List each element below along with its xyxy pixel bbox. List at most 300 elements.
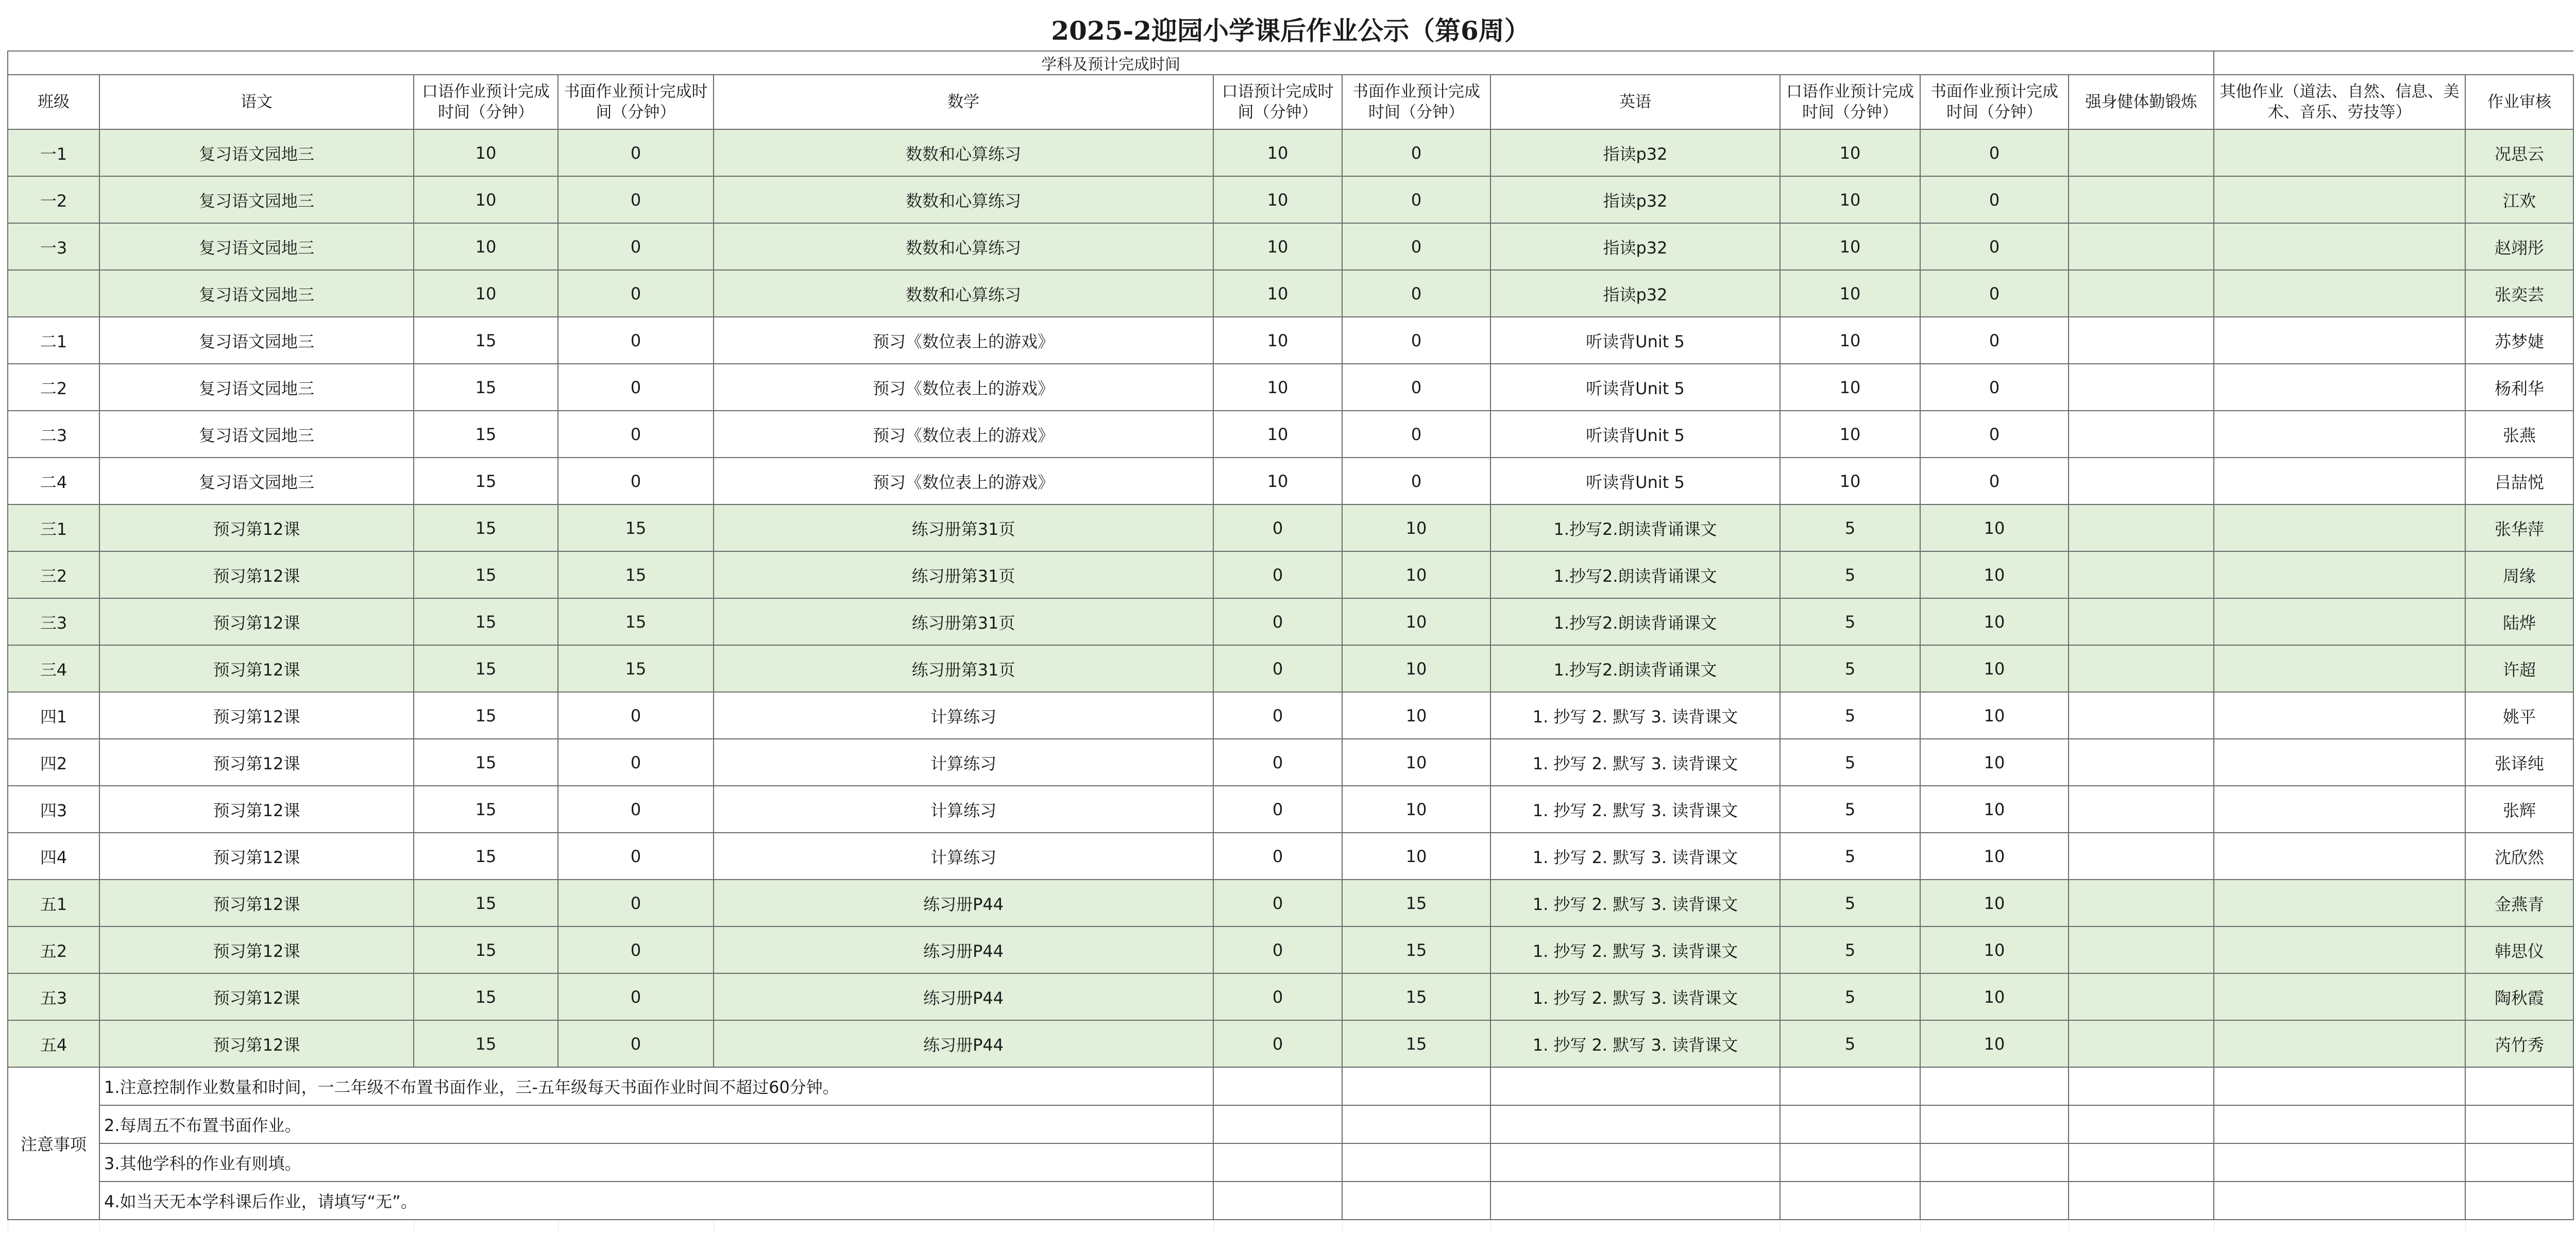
english-oral-time-cell[interactable]: 10 [1780,223,1920,270]
other-homework-cell[interactable] [2214,926,2465,973]
english-written-time-cell[interactable]: 10 [1920,786,2069,833]
english-homework-cell[interactable]: 听读背Unit 5 [1490,364,1780,411]
english-oral-time-cell[interactable]: 5 [1780,692,1920,739]
english-homework-cell[interactable]: 指读p32 [1490,129,1780,176]
class-cell[interactable]: 五2 [8,926,99,973]
chinese-oral-time-cell[interactable]: 15 [414,458,558,504]
other-homework-cell[interactable] [2214,411,2465,458]
math-homework-cell[interactable]: 预习《数位表上的游戏》 [714,317,1213,364]
math-written-time-cell[interactable]: 15 [1342,973,1490,1020]
math-oral-time-cell[interactable]: 0 [1213,645,1342,692]
class-cell[interactable] [8,270,99,317]
other-homework-cell[interactable] [2214,833,2465,880]
chinese-homework-cell[interactable]: 复习语文园地三 [99,176,414,223]
english-written-time-cell[interactable]: 10 [1920,645,2069,692]
math-written-time-cell[interactable]: 10 [1342,692,1490,739]
chinese-written-time-cell[interactable]: 0 [558,880,714,926]
other-homework-cell[interactable] [2214,176,2465,223]
chinese-oral-time-cell[interactable]: 10 [414,176,558,223]
empty-cell[interactable] [2214,1143,2465,1182]
math-homework-cell[interactable]: 数数和心算练习 [714,270,1213,317]
math-homework-cell[interactable]: 练习册P44 [714,1020,1213,1067]
exercise-cell[interactable] [2069,176,2214,223]
empty-cell[interactable] [1342,1105,1490,1143]
exercise-cell[interactable] [2069,926,2214,973]
empty-cell[interactable] [1490,1182,1780,1220]
other-homework-cell[interactable] [2214,739,2465,786]
reviewer-cell[interactable]: 韩思仪 [2465,926,2573,973]
english-oral-time-cell[interactable]: 5 [1780,973,1920,1020]
reviewer-cell[interactable]: 张华萍 [2465,504,2573,551]
math-homework-cell[interactable]: 练习册第31页 [714,551,1213,598]
empty-cell[interactable] [2465,1067,2573,1105]
english-homework-cell[interactable]: 1.抄写2.朗读背诵课文 [1490,645,1780,692]
math-homework-cell[interactable]: 练习册P44 [714,880,1213,926]
english-written-time-cell[interactable]: 10 [1920,833,2069,880]
english-written-time-cell[interactable]: 0 [1920,364,2069,411]
empty-cell[interactable] [1342,1220,1490,1233]
math-oral-time-cell[interactable]: 10 [1213,364,1342,411]
chinese-written-time-cell[interactable]: 0 [558,1020,714,1067]
empty-cell[interactable] [1920,1067,2069,1105]
math-written-time-cell[interactable]: 0 [1342,129,1490,176]
empty-cell[interactable] [1213,1143,1342,1182]
empty-cell[interactable] [414,1220,558,1233]
exercise-cell[interactable] [2069,364,2214,411]
empty-cell[interactable] [1780,1105,1920,1143]
chinese-homework-cell[interactable]: 预习第12课 [99,926,414,973]
chinese-written-time-cell[interactable]: 0 [558,223,714,270]
math-homework-cell[interactable]: 练习册P44 [714,926,1213,973]
chinese-homework-cell[interactable]: 预习第12课 [99,551,414,598]
math-written-time-cell[interactable]: 10 [1342,739,1490,786]
english-written-time-cell[interactable]: 0 [1920,176,2069,223]
chinese-homework-cell[interactable]: 预习第12课 [99,504,414,551]
english-oral-time-cell[interactable]: 10 [1780,411,1920,458]
math-written-time-cell[interactable]: 10 [1342,551,1490,598]
chinese-written-time-cell[interactable]: 0 [558,411,714,458]
other-homework-cell[interactable] [2214,692,2465,739]
empty-cell[interactable] [1920,1220,2069,1233]
chinese-oral-time-cell[interactable]: 15 [414,317,558,364]
other-homework-cell[interactable] [2214,880,2465,926]
chinese-written-time-cell[interactable]: 0 [558,270,714,317]
chinese-written-time-cell[interactable]: 0 [558,317,714,364]
chinese-oral-time-cell[interactable]: 10 [414,270,558,317]
chinese-homework-cell[interactable]: 预习第12课 [99,739,414,786]
reviewer-cell[interactable]: 张奕芸 [2465,270,2573,317]
english-written-time-cell[interactable]: 10 [1920,880,2069,926]
other-homework-cell[interactable] [2214,645,2465,692]
class-cell[interactable]: 二3 [8,411,99,458]
reviewer-cell[interactable]: 周缘 [2465,551,2573,598]
empty-cell[interactable] [2069,1105,2214,1143]
other-homework-cell[interactable] [2214,1020,2465,1067]
math-written-time-cell[interactable]: 10 [1342,504,1490,551]
other-homework-cell[interactable] [2214,786,2465,833]
exercise-cell[interactable] [2069,739,2214,786]
empty-cell[interactable] [1780,1143,1920,1182]
math-oral-time-cell[interactable]: 10 [1213,458,1342,504]
english-oral-time-cell[interactable]: 5 [1780,833,1920,880]
math-oral-time-cell[interactable]: 10 [1213,270,1342,317]
math-written-time-cell[interactable]: 15 [1342,880,1490,926]
english-written-time-cell[interactable]: 10 [1920,926,2069,973]
english-homework-cell[interactable]: 指读p32 [1490,176,1780,223]
chinese-oral-time-cell[interactable]: 10 [414,223,558,270]
english-oral-time-cell[interactable]: 5 [1780,551,1920,598]
math-homework-cell[interactable]: 计算练习 [714,739,1213,786]
english-homework-cell[interactable]: 1.抄写2.朗读背诵课文 [1490,504,1780,551]
english-written-time-cell[interactable]: 0 [1920,223,2069,270]
chinese-homework-cell[interactable]: 复习语文园地三 [99,317,414,364]
chinese-homework-cell[interactable]: 复习语文园地三 [99,458,414,504]
class-cell[interactable]: 三1 [8,504,99,551]
class-cell[interactable]: 二1 [8,317,99,364]
exercise-cell[interactable] [2069,458,2214,504]
empty-cell[interactable] [1780,1067,1920,1105]
english-homework-cell[interactable]: 听读背Unit 5 [1490,458,1780,504]
chinese-written-time-cell[interactable]: 0 [558,739,714,786]
math-written-time-cell[interactable]: 0 [1342,176,1490,223]
exercise-cell[interactable] [2069,1020,2214,1067]
math-oral-time-cell[interactable]: 0 [1213,598,1342,645]
chinese-homework-cell[interactable]: 预习第12课 [99,833,414,880]
english-oral-time-cell[interactable]: 5 [1780,926,1920,973]
english-written-time-cell[interactable]: 10 [1920,551,2069,598]
english-oral-time-cell[interactable]: 5 [1780,504,1920,551]
other-homework-cell[interactable] [2214,598,2465,645]
empty-cell[interactable] [99,1220,414,1233]
empty-cell[interactable] [2465,1105,2573,1143]
class-cell[interactable]: 二2 [8,364,99,411]
other-homework-cell[interactable] [2214,317,2465,364]
english-written-time-cell[interactable]: 0 [1920,270,2069,317]
exercise-cell[interactable] [2069,317,2214,364]
chinese-written-time-cell[interactable]: 0 [558,364,714,411]
math-oral-time-cell[interactable]: 0 [1213,739,1342,786]
empty-cell[interactable] [1920,1143,2069,1182]
empty-cell[interactable] [2465,1143,2573,1182]
english-homework-cell[interactable]: 1. 抄写 2. 默写 3. 读背课文 [1490,926,1780,973]
other-homework-cell[interactable] [2214,129,2465,176]
english-oral-time-cell[interactable]: 10 [1780,129,1920,176]
english-written-time-cell[interactable]: 10 [1920,504,2069,551]
chinese-oral-time-cell[interactable]: 15 [414,692,558,739]
chinese-homework-cell[interactable]: 复习语文园地三 [99,129,414,176]
chinese-homework-cell[interactable]: 预习第12课 [99,880,414,926]
english-homework-cell[interactable]: 1. 抄写 2. 默写 3. 读背课文 [1490,1020,1780,1067]
english-oral-time-cell[interactable]: 5 [1780,1020,1920,1067]
math-written-time-cell[interactable]: 10 [1342,786,1490,833]
english-oral-time-cell[interactable]: 5 [1780,880,1920,926]
math-oral-time-cell[interactable]: 0 [1213,926,1342,973]
english-homework-cell[interactable]: 听读背Unit 5 [1490,411,1780,458]
reviewer-cell[interactable]: 张译纯 [2465,739,2573,786]
exercise-cell[interactable] [2069,692,2214,739]
math-homework-cell[interactable]: 练习册第31页 [714,645,1213,692]
chinese-oral-time-cell[interactable]: 15 [414,364,558,411]
empty-cell[interactable] [1342,1143,1490,1182]
class-cell[interactable]: 四1 [8,692,99,739]
math-oral-time-cell[interactable]: 0 [1213,973,1342,1020]
english-homework-cell[interactable]: 1.抄写2.朗读背诵课文 [1490,551,1780,598]
exercise-cell[interactable] [2069,598,2214,645]
exercise-cell[interactable] [2069,129,2214,176]
math-oral-time-cell[interactable]: 10 [1213,317,1342,364]
other-homework-cell[interactable] [2214,364,2465,411]
empty-cell[interactable] [1490,1067,1780,1105]
reviewer-cell[interactable]: 张辉 [2465,786,2573,833]
math-oral-time-cell[interactable]: 0 [1213,551,1342,598]
reviewer-cell[interactable]: 吕喆悦 [2465,458,2573,504]
reviewer-cell[interactable]: 杨利华 [2465,364,2573,411]
math-homework-cell[interactable]: 预习《数位表上的游戏》 [714,364,1213,411]
empty-cell[interactable] [2069,1067,2214,1105]
reviewer-cell[interactable]: 陶秋霞 [2465,973,2573,1020]
english-oral-time-cell[interactable]: 5 [1780,739,1920,786]
chinese-homework-cell[interactable]: 预习第12课 [99,692,414,739]
empty-cell[interactable] [1920,1105,2069,1143]
exercise-cell[interactable] [2069,833,2214,880]
math-oral-time-cell[interactable]: 10 [1213,176,1342,223]
other-homework-cell[interactable] [2214,504,2465,551]
other-homework-cell[interactable] [2214,223,2465,270]
math-oral-time-cell[interactable]: 0 [1213,880,1342,926]
chinese-oral-time-cell[interactable]: 15 [414,645,558,692]
english-written-time-cell[interactable]: 0 [1920,411,2069,458]
chinese-written-time-cell[interactable]: 15 [558,551,714,598]
english-homework-cell[interactable]: 听读背Unit 5 [1490,317,1780,364]
chinese-written-time-cell[interactable]: 0 [558,926,714,973]
empty-cell[interactable] [1342,1182,1490,1220]
class-cell[interactable]: 五1 [8,880,99,926]
chinese-homework-cell[interactable]: 复习语文园地三 [99,364,414,411]
math-homework-cell[interactable]: 计算练习 [714,786,1213,833]
chinese-oral-time-cell[interactable]: 15 [414,926,558,973]
class-cell[interactable]: 五4 [8,1020,99,1067]
empty-cell[interactable] [1920,1182,2069,1220]
math-homework-cell[interactable]: 练习册P44 [714,973,1213,1020]
exercise-cell[interactable] [2069,973,2214,1020]
english-homework-cell[interactable]: 指读p32 [1490,223,1780,270]
chinese-oral-time-cell[interactable]: 15 [414,598,558,645]
reviewer-cell[interactable]: 张燕 [2465,411,2573,458]
math-oral-time-cell[interactable]: 10 [1213,223,1342,270]
chinese-written-time-cell[interactable]: 15 [558,504,714,551]
chinese-homework-cell[interactable]: 预习第12课 [99,786,414,833]
class-cell[interactable]: 五3 [8,973,99,1020]
class-cell[interactable]: 一2 [8,176,99,223]
chinese-oral-time-cell[interactable]: 15 [414,786,558,833]
english-written-time-cell[interactable]: 10 [1920,692,2069,739]
math-homework-cell[interactable]: 数数和心算练习 [714,176,1213,223]
chinese-written-time-cell[interactable]: 0 [558,786,714,833]
chinese-oral-time-cell[interactable]: 15 [414,739,558,786]
chinese-oral-time-cell[interactable]: 15 [414,833,558,880]
math-oral-time-cell[interactable]: 10 [1213,129,1342,176]
math-written-time-cell[interactable]: 0 [1342,223,1490,270]
exercise-cell[interactable] [2069,504,2214,551]
empty-cell[interactable] [2069,1182,2214,1220]
chinese-oral-time-cell[interactable]: 15 [414,973,558,1020]
empty-cell[interactable] [1342,1067,1490,1105]
chinese-homework-cell[interactable]: 预习第12课 [99,973,414,1020]
chinese-oral-time-cell[interactable]: 15 [414,880,558,926]
english-homework-cell[interactable]: 1. 抄写 2. 默写 3. 读背课文 [1490,833,1780,880]
empty-cell[interactable] [1780,1182,1920,1220]
empty-cell[interactable] [1490,1143,1780,1182]
empty-cell[interactable] [1213,1067,1342,1105]
math-oral-time-cell[interactable]: 0 [1213,786,1342,833]
reviewer-cell[interactable]: 苏梦婕 [2465,317,2573,364]
english-written-time-cell[interactable]: 0 [1920,458,2069,504]
math-written-time-cell[interactable]: 10 [1342,645,1490,692]
english-oral-time-cell[interactable]: 10 [1780,176,1920,223]
chinese-homework-cell[interactable]: 预习第12课 [99,598,414,645]
class-cell[interactable]: 四2 [8,739,99,786]
math-written-time-cell[interactable]: 10 [1342,833,1490,880]
reviewer-cell[interactable]: 江欢 [2465,176,2573,223]
chinese-written-time-cell[interactable]: 15 [558,598,714,645]
other-homework-cell[interactable] [2214,458,2465,504]
class-cell[interactable]: 二4 [8,458,99,504]
exercise-cell[interactable] [2069,880,2214,926]
math-written-time-cell[interactable]: 15 [1342,926,1490,973]
english-homework-cell[interactable]: 1. 抄写 2. 默写 3. 读背课文 [1490,692,1780,739]
math-homework-cell[interactable]: 数数和心算练习 [714,129,1213,176]
english-homework-cell[interactable]: 1.抄写2.朗读背诵课文 [1490,598,1780,645]
math-homework-cell[interactable]: 练习册第31页 [714,598,1213,645]
chinese-written-time-cell[interactable]: 0 [558,176,714,223]
class-cell[interactable]: 三3 [8,598,99,645]
chinese-oral-time-cell[interactable]: 15 [414,504,558,551]
english-written-time-cell[interactable]: 0 [1920,129,2069,176]
other-homework-cell[interactable] [2214,270,2465,317]
math-homework-cell[interactable]: 预习《数位表上的游戏》 [714,411,1213,458]
english-written-time-cell[interactable]: 10 [1920,973,2069,1020]
empty-cell[interactable] [2465,1220,2573,1233]
exercise-cell[interactable] [2069,270,2214,317]
chinese-oral-time-cell[interactable]: 15 [414,411,558,458]
chinese-homework-cell[interactable]: 复习语文园地三 [99,411,414,458]
english-homework-cell[interactable]: 1. 抄写 2. 默写 3. 读背课文 [1490,880,1780,926]
empty-cell[interactable] [2214,1220,2465,1233]
chinese-homework-cell[interactable]: 复习语文园地三 [99,223,414,270]
english-written-time-cell[interactable]: 10 [1920,598,2069,645]
empty-cell[interactable] [2069,1220,2214,1233]
math-oral-time-cell[interactable]: 10 [1213,411,1342,458]
chinese-written-time-cell[interactable]: 0 [558,458,714,504]
math-written-time-cell[interactable]: 0 [1342,364,1490,411]
math-homework-cell[interactable]: 练习册第31页 [714,504,1213,551]
chinese-written-time-cell[interactable]: 0 [558,129,714,176]
math-oral-time-cell[interactable]: 0 [1213,692,1342,739]
chinese-written-time-cell[interactable]: 0 [558,833,714,880]
class-cell[interactable]: 一3 [8,223,99,270]
math-homework-cell[interactable]: 数数和心算练习 [714,223,1213,270]
class-cell[interactable]: 四3 [8,786,99,833]
empty-cell[interactable] [2214,1182,2465,1220]
chinese-oral-time-cell[interactable]: 10 [414,129,558,176]
math-written-time-cell[interactable]: 15 [1342,1020,1490,1067]
english-homework-cell[interactable]: 1. 抄写 2. 默写 3. 读背课文 [1490,739,1780,786]
empty-cell[interactable] [2214,1105,2465,1143]
reviewer-cell[interactable]: 许超 [2465,645,2573,692]
english-oral-time-cell[interactable]: 10 [1780,317,1920,364]
english-oral-time-cell[interactable]: 10 [1780,270,1920,317]
empty-cell[interactable] [558,1220,714,1233]
reviewer-cell[interactable]: 姚平 [2465,692,2573,739]
other-homework-cell[interactable] [2214,973,2465,1020]
empty-cell[interactable] [2069,1143,2214,1182]
exercise-cell[interactable] [2069,786,2214,833]
class-cell[interactable]: 三2 [8,551,99,598]
chinese-homework-cell[interactable]: 预习第12课 [99,645,414,692]
empty-cell[interactable] [1490,1105,1780,1143]
empty-cell[interactable] [2214,1067,2465,1105]
english-oral-time-cell[interactable]: 10 [1780,458,1920,504]
exercise-cell[interactable] [2069,645,2214,692]
english-homework-cell[interactable]: 1. 抄写 2. 默写 3. 读背课文 [1490,973,1780,1020]
chinese-written-time-cell[interactable]: 0 [558,692,714,739]
exercise-cell[interactable] [2069,551,2214,598]
reviewer-cell[interactable]: 金燕青 [2465,880,2573,926]
english-written-time-cell[interactable]: 10 [1920,739,2069,786]
class-cell[interactable]: 一1 [8,129,99,176]
empty-cell[interactable] [1780,1220,1920,1233]
math-oral-time-cell[interactable]: 0 [1213,833,1342,880]
chinese-homework-cell[interactable]: 复习语文园地三 [99,270,414,317]
chinese-oral-time-cell[interactable]: 15 [414,551,558,598]
reviewer-cell[interactable]: 赵翊彤 [2465,223,2573,270]
class-cell[interactable]: 四4 [8,833,99,880]
empty-cell[interactable] [1213,1105,1342,1143]
english-homework-cell[interactable]: 1. 抄写 2. 默写 3. 读背课文 [1490,786,1780,833]
math-homework-cell[interactable]: 预习《数位表上的游戏》 [714,458,1213,504]
math-oral-time-cell[interactable]: 0 [1213,1020,1342,1067]
math-written-time-cell[interactable]: 0 [1342,411,1490,458]
english-written-time-cell[interactable]: 10 [1920,1020,2069,1067]
math-homework-cell[interactable]: 计算练习 [714,833,1213,880]
english-homework-cell[interactable]: 指读p32 [1490,270,1780,317]
reviewer-cell[interactable]: 况思云 [2465,129,2573,176]
empty-cell[interactable] [1490,1220,1780,1233]
math-written-time-cell[interactable]: 0 [1342,270,1490,317]
exercise-cell[interactable] [2069,223,2214,270]
empty-cell[interactable] [8,1220,99,1233]
chinese-written-time-cell[interactable]: 15 [558,645,714,692]
chinese-homework-cell[interactable]: 预习第12课 [99,1020,414,1067]
english-written-time-cell[interactable]: 0 [1920,317,2069,364]
chinese-written-time-cell[interactable]: 0 [558,973,714,1020]
math-oral-time-cell[interactable]: 0 [1213,504,1342,551]
empty-cell[interactable] [1213,1182,1342,1220]
reviewer-cell[interactable]: 沈欣然 [2465,833,2573,880]
chinese-oral-time-cell[interactable]: 15 [414,1020,558,1067]
reviewer-cell[interactable]: 芮竹秀 [2465,1020,2573,1067]
english-oral-time-cell[interactable]: 5 [1780,645,1920,692]
empty-cell[interactable] [714,1220,1213,1233]
english-oral-time-cell[interactable]: 5 [1780,598,1920,645]
english-oral-time-cell[interactable]: 5 [1780,786,1920,833]
english-oral-time-cell[interactable]: 10 [1780,364,1920,411]
other-homework-cell[interactable] [2214,551,2465,598]
exercise-cell[interactable] [2069,411,2214,458]
reviewer-cell[interactable]: 陆烨 [2465,598,2573,645]
math-written-time-cell[interactable]: 10 [1342,598,1490,645]
empty-cell[interactable] [2465,1182,2573,1220]
